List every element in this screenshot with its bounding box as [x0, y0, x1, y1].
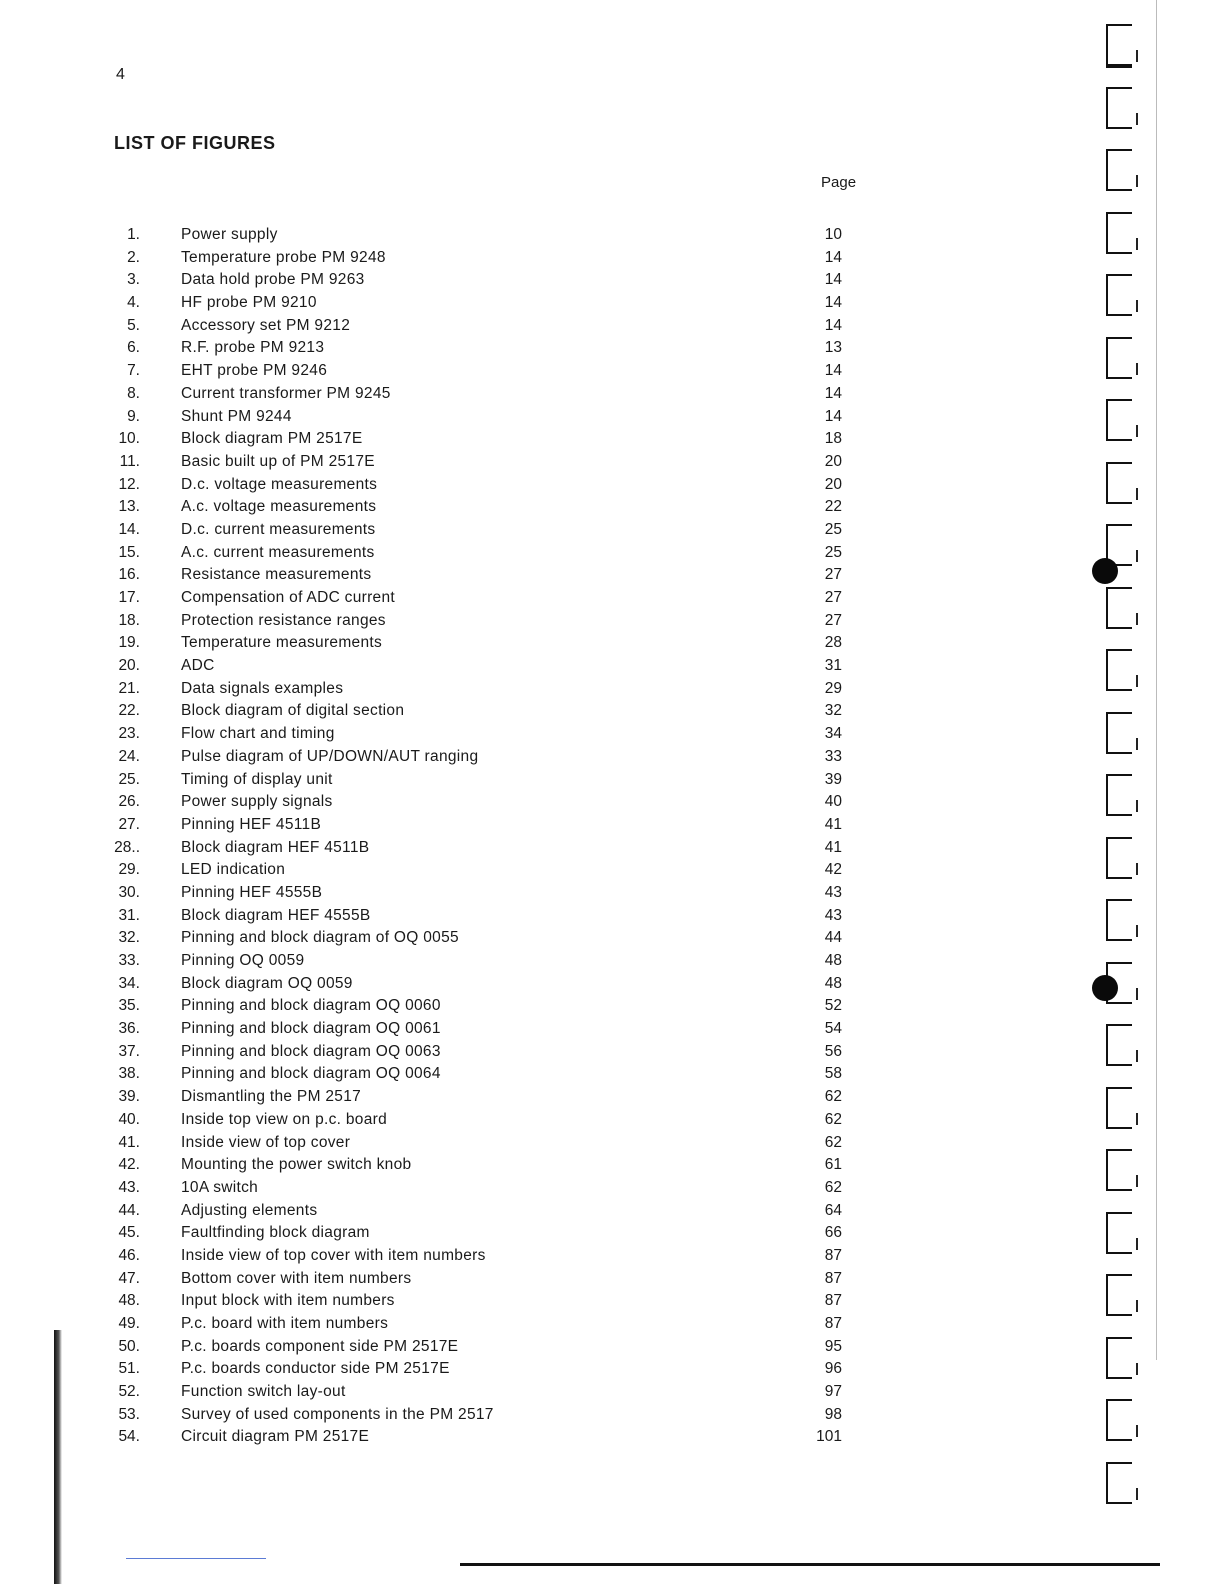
figure-number: 19.	[118, 634, 140, 652]
figure-page: 54	[824, 1020, 842, 1038]
binder-tick	[1136, 800, 1138, 812]
list-item	[0, 1154, 900, 1177]
figure-description: Circuit diagram PM 2517E	[181, 1428, 370, 1446]
figure-page: 14	[824, 362, 842, 380]
figure-number: 43.	[118, 1178, 140, 1196]
figure-number: 3.	[127, 271, 140, 289]
figure-description: Data signals examples	[181, 679, 344, 697]
figure-page: 87	[824, 1315, 842, 1332]
list-item	[0, 247, 900, 270]
figure-page: 42	[824, 861, 842, 879]
figure-page: 27	[824, 566, 842, 584]
list-item	[0, 1063, 900, 1086]
figure-number: 39.	[118, 1088, 140, 1106]
list-item	[0, 610, 900, 633]
figure-page: 62	[824, 1133, 842, 1151]
figure-page: 27	[824, 611, 842, 629]
binder-tick	[1136, 613, 1138, 625]
list-item	[0, 224, 900, 247]
figure-number: 34.	[118, 974, 140, 992]
list-item	[0, 1358, 900, 1381]
list-item	[0, 1290, 900, 1313]
list-item	[0, 428, 900, 451]
list-item	[0, 1086, 900, 1109]
figure-number: 41.	[118, 1133, 140, 1151]
figure-page: 66	[824, 1224, 842, 1242]
list-item	[0, 950, 900, 973]
figure-description: Flow chart and timing	[181, 725, 335, 743]
figure-page: 18	[824, 430, 842, 448]
figure-description: D.c. voltage measurements	[181, 475, 378, 493]
figure-page: 41	[824, 815, 842, 833]
figure-page: 48	[824, 974, 842, 992]
figure-number: 17.	[118, 589, 140, 606]
punch-hole	[1092, 558, 1118, 584]
figure-page: 10	[824, 226, 842, 243]
binder-tick	[1136, 363, 1138, 375]
figure-description: P.c. board with item numbers	[181, 1315, 389, 1332]
figure-description: Protection resistance ranges	[181, 611, 386, 629]
figure-page: 13	[824, 339, 842, 357]
figure-page: 31	[824, 657, 842, 675]
binder-tab	[1106, 149, 1132, 191]
figure-description: P.c. boards component side PM 2517E	[181, 1337, 459, 1355]
figure-page: 14	[824, 316, 842, 334]
figure-description: Pulse diagram of UP/DOWN/AUT ranging	[181, 747, 479, 765]
list-item	[0, 360, 900, 383]
list-item	[0, 1426, 900, 1449]
figure-page: 62	[824, 1088, 842, 1106]
figure-description: LED indication	[181, 861, 286, 879]
list-item	[0, 723, 900, 746]
figure-page: 29	[824, 679, 842, 697]
figure-page: 14	[824, 271, 842, 289]
figure-number: 28..	[114, 838, 140, 856]
page-title: LIST OF FIGURES	[114, 133, 276, 153]
figure-description: Power supply	[181, 226, 278, 243]
figure-description: R.F. probe PM 9213	[181, 339, 325, 357]
figure-number: 49.	[118, 1315, 140, 1332]
figure-description: Pinning and block diagram OQ 0064	[181, 1065, 441, 1083]
list-item	[0, 655, 900, 678]
figure-page: 20	[824, 475, 842, 493]
figure-description: Temperature probe PM 9248	[181, 248, 386, 266]
figure-number: 33.	[118, 952, 140, 969]
figure-page: 14	[824, 248, 842, 266]
figure-description: Inside top view on p.c. board	[181, 1110, 388, 1128]
figure-description: 10A switch	[181, 1178, 259, 1196]
figure-page: 87	[824, 1246, 842, 1264]
figure-description: Resistance measurements	[181, 566, 372, 584]
figure-description: Power supply signals	[181, 793, 333, 811]
list-item	[0, 474, 900, 497]
figure-page: 14	[824, 294, 842, 312]
figure-description: Bottom cover with item numbers	[181, 1269, 412, 1287]
binder-tab	[1106, 399, 1132, 441]
binder-tick	[1136, 1425, 1138, 1437]
figure-page: 44	[824, 929, 842, 947]
list-item	[0, 678, 900, 701]
figure-page: 58	[824, 1065, 842, 1083]
binder-tab	[1106, 587, 1132, 629]
figure-number: 47.	[118, 1269, 140, 1287]
figure-page: 56	[824, 1042, 842, 1060]
figure-number: 38.	[118, 1065, 140, 1083]
figure-number: 7.	[127, 362, 140, 380]
figure-number: 10.	[118, 430, 140, 448]
list-item	[0, 587, 900, 610]
figure-page: 98	[824, 1405, 842, 1423]
list-item	[0, 1381, 900, 1404]
binder-tab	[1106, 1462, 1132, 1504]
figure-page: 43	[824, 906, 842, 924]
figure-page: 62	[824, 1110, 842, 1128]
list-item	[0, 1041, 900, 1064]
list-item	[0, 882, 900, 905]
figure-description: Function switch lay-out	[181, 1383, 346, 1401]
scan-bottom-edge	[460, 1563, 1160, 1566]
figure-page: 25	[824, 543, 842, 561]
figure-page: 14	[824, 407, 842, 425]
binder-tab	[1106, 774, 1132, 816]
figure-number: 23.	[118, 725, 140, 743]
figure-description: A.c. current measurements	[181, 543, 375, 561]
figure-number: 16.	[118, 566, 140, 584]
binder-tick	[1136, 50, 1138, 62]
figure-description: HF probe PM 9210	[181, 294, 317, 312]
figure-description: Dismantling the PM 2517	[181, 1088, 362, 1106]
binder-tick	[1136, 300, 1138, 312]
figure-page: 39	[824, 770, 842, 788]
list-item	[0, 746, 900, 769]
binder-tick	[1136, 238, 1138, 250]
figure-number: 1.	[127, 226, 140, 243]
figure-number: 32.	[118, 929, 140, 947]
figure-number: 26.	[118, 793, 140, 811]
figure-description: Block diagram OQ 0059	[181, 974, 353, 992]
figure-number: 11.	[119, 452, 140, 470]
binder-tab	[1106, 1087, 1132, 1129]
figure-description: Temperature measurements	[181, 634, 383, 652]
list-item	[0, 769, 900, 792]
figure-page: 33	[824, 747, 842, 765]
binder-tab	[1106, 87, 1132, 129]
figure-number: 14.	[118, 520, 140, 538]
list-item	[0, 1200, 900, 1223]
binder-tick	[1136, 550, 1138, 562]
list-item	[0, 905, 900, 928]
figure-number: 44.	[118, 1201, 140, 1219]
binder-tab	[1106, 212, 1132, 254]
figure-number: 15.	[118, 543, 140, 561]
binder-tick	[1136, 1175, 1138, 1187]
figure-description: Pinning OQ 0059	[181, 952, 305, 969]
list-item	[0, 973, 900, 996]
binder-tick	[1136, 738, 1138, 750]
figure-page: 96	[824, 1360, 842, 1378]
figure-description: Pinning HEF 4511B	[181, 815, 322, 833]
binder-tab	[1106, 899, 1132, 941]
figure-number: 53.	[118, 1405, 140, 1423]
binder-tab	[1106, 1212, 1132, 1254]
list-item	[0, 1313, 900, 1336]
list-item	[0, 927, 900, 950]
binder-tab	[1106, 337, 1132, 379]
figure-number: 5.	[127, 316, 140, 334]
figure-description: Inside view of top cover with item numbers	[181, 1246, 486, 1264]
punch-hole	[1092, 975, 1118, 1001]
binder-tab	[1106, 462, 1132, 504]
list-item	[0, 406, 900, 429]
list-item	[0, 995, 900, 1018]
page-number: 4	[116, 66, 125, 83]
figure-number: 4.	[127, 294, 140, 312]
figure-description: EHT probe PM 9246	[181, 362, 328, 380]
figure-page: 32	[824, 702, 842, 720]
list-item	[0, 859, 900, 882]
scan-blue-line	[126, 1558, 266, 1559]
figure-page: 22	[824, 498, 842, 516]
figure-number: 21.	[118, 679, 140, 697]
figure-number: 52.	[118, 1383, 140, 1401]
binder-tab-strip	[1092, 20, 1162, 1560]
figure-page: 43	[824, 883, 842, 901]
figure-number: 24.	[118, 747, 140, 765]
list-item	[0, 292, 900, 315]
figure-description: Block diagram PM 2517E	[181, 430, 363, 448]
figure-description: Block diagram HEF 4511B	[181, 838, 370, 856]
figure-number: 46.	[118, 1246, 140, 1264]
figure-description: Inside view of top cover	[181, 1133, 351, 1151]
figure-number: 12.	[118, 475, 140, 493]
figure-description: Accessory set PM 9212	[181, 316, 351, 334]
list-item	[0, 519, 900, 542]
figure-page: 34	[824, 725, 842, 743]
binder-tick	[1136, 863, 1138, 875]
binder-tab	[1106, 1399, 1132, 1441]
figure-description: Survey of used components in the PM 2517	[181, 1405, 494, 1423]
binder-tab	[1106, 712, 1132, 754]
binder-tick	[1136, 1050, 1138, 1062]
figure-description: Data hold probe PM 9263	[181, 271, 365, 289]
binder-tick	[1136, 175, 1138, 187]
figure-description: Faultfinding block diagram	[181, 1224, 370, 1242]
figure-number: 50.	[118, 1337, 140, 1355]
figure-page: 25	[824, 520, 842, 538]
figure-page: 41	[824, 838, 842, 856]
figure-page: 48	[824, 952, 842, 969]
figure-description: D.c. current measurements	[181, 520, 376, 538]
list-item	[0, 496, 900, 519]
page-column-header: Page	[821, 174, 857, 191]
figure-description: Timing of display unit	[181, 770, 333, 788]
list-item	[0, 337, 900, 360]
figure-page: 61	[824, 1156, 842, 1174]
binder-tick	[1136, 1363, 1138, 1375]
binder-tick	[1136, 1488, 1138, 1500]
figure-description: Basic built up of PM 2517E	[181, 452, 375, 470]
binder-tab	[1106, 1337, 1132, 1379]
list-item	[0, 1404, 900, 1427]
figure-page: 87	[824, 1269, 842, 1287]
binder-tick	[1136, 675, 1138, 687]
figure-number: 20.	[118, 657, 140, 675]
list-item	[0, 1268, 900, 1291]
figure-page: 40	[824, 793, 842, 811]
figure-page: 101	[816, 1428, 842, 1446]
binder-tick	[1136, 1113, 1138, 1125]
binder-tick	[1136, 1238, 1138, 1250]
binder-tab	[1106, 1024, 1132, 1066]
figure-description: P.c. boards conductor side PM 2517E	[181, 1360, 450, 1378]
list-item	[0, 383, 900, 406]
figure-page: 14	[824, 384, 842, 402]
list-item	[0, 791, 900, 814]
figure-number: 18.	[118, 611, 140, 629]
list-item	[0, 1245, 900, 1268]
figure-description: Shunt PM 9244	[181, 407, 292, 425]
figure-page: 20	[824, 452, 842, 470]
figure-list	[0, 224, 900, 1449]
list-item	[0, 1109, 900, 1132]
figure-number: 6.	[127, 339, 140, 357]
list-item	[0, 542, 900, 565]
figure-number: 9.	[127, 407, 140, 425]
figure-description: Pinning and block diagram OQ 0061	[181, 1020, 441, 1038]
figure-description: Input block with item numbers	[181, 1292, 395, 1310]
figure-page: 97	[824, 1383, 842, 1401]
figure-page: 64	[824, 1201, 842, 1219]
binder-tab	[1106, 649, 1132, 691]
figure-description: Adjusting elements	[181, 1201, 318, 1219]
figure-page: 95	[824, 1337, 842, 1355]
binder-tick	[1136, 113, 1138, 125]
figure-description: Pinning and block diagram of OQ 0055	[181, 929, 459, 947]
figure-number: 54.	[118, 1428, 140, 1446]
figure-page: 87	[824, 1292, 842, 1310]
figure-number: 51.	[118, 1360, 140, 1378]
binder-tick	[1136, 925, 1138, 937]
figure-number: 42.	[118, 1156, 140, 1174]
binder-tab	[1106, 24, 1132, 68]
figure-number: 35.	[118, 997, 140, 1015]
binder-tab	[1106, 1274, 1132, 1316]
list-item	[0, 1018, 900, 1041]
figure-description: Mounting the power switch knob	[181, 1156, 412, 1174]
binder-tick	[1136, 988, 1138, 1000]
figure-number: 27.	[118, 815, 140, 833]
figure-description: Pinning and block diagram OQ 0060	[181, 997, 441, 1015]
figure-number: 29.	[118, 861, 140, 879]
figure-page: 62	[824, 1178, 842, 1196]
figure-number: 31.	[118, 906, 140, 924]
list-item	[0, 269, 900, 292]
figure-description: ADC	[181, 657, 215, 675]
figure-number: 45.	[118, 1224, 140, 1242]
binder-tick	[1136, 488, 1138, 500]
figure-description: Block diagram of digital section	[181, 702, 405, 720]
figure-number: 8.	[127, 384, 140, 402]
figure-number: 13.	[118, 498, 140, 516]
list-item	[0, 1132, 900, 1155]
binder-tick	[1136, 425, 1138, 437]
list-item	[0, 700, 900, 723]
list-item	[0, 837, 900, 860]
figure-description: Block diagram HEF 4555B	[181, 906, 371, 924]
figure-number: 40.	[118, 1110, 140, 1128]
figure-description: Compensation of ADC current	[181, 589, 396, 606]
list-item	[0, 564, 900, 587]
figure-number: 37.	[118, 1042, 140, 1060]
list-item	[0, 1177, 900, 1200]
figure-description: Current transformer PM 9245	[181, 384, 391, 402]
figure-number: 36.	[118, 1020, 140, 1038]
list-item	[0, 632, 900, 655]
binder-tick	[1136, 1300, 1138, 1312]
figure-page: 52	[824, 997, 842, 1015]
figure-number: 22.	[118, 702, 140, 720]
list-item	[0, 451, 900, 474]
figure-page: 27	[824, 589, 842, 606]
binder-tab	[1106, 837, 1132, 879]
figure-number: 2.	[127, 248, 140, 266]
list-item	[0, 814, 900, 837]
list-item	[0, 1336, 900, 1359]
figure-description: Pinning and block diagram OQ 0063	[181, 1042, 441, 1060]
binder-tab	[1106, 1149, 1132, 1191]
figure-number: 25.	[118, 770, 140, 788]
figure-page: 28	[824, 634, 842, 652]
scan-shadow	[54, 1330, 62, 1584]
figure-number: 30.	[118, 883, 140, 901]
list-item	[0, 315, 900, 338]
figure-description: Pinning HEF 4555B	[181, 883, 323, 901]
binder-tab	[1106, 274, 1132, 316]
list-item	[0, 1222, 900, 1245]
figure-description: A.c. voltage measurements	[181, 498, 377, 516]
figure-number: 48.	[118, 1292, 140, 1310]
